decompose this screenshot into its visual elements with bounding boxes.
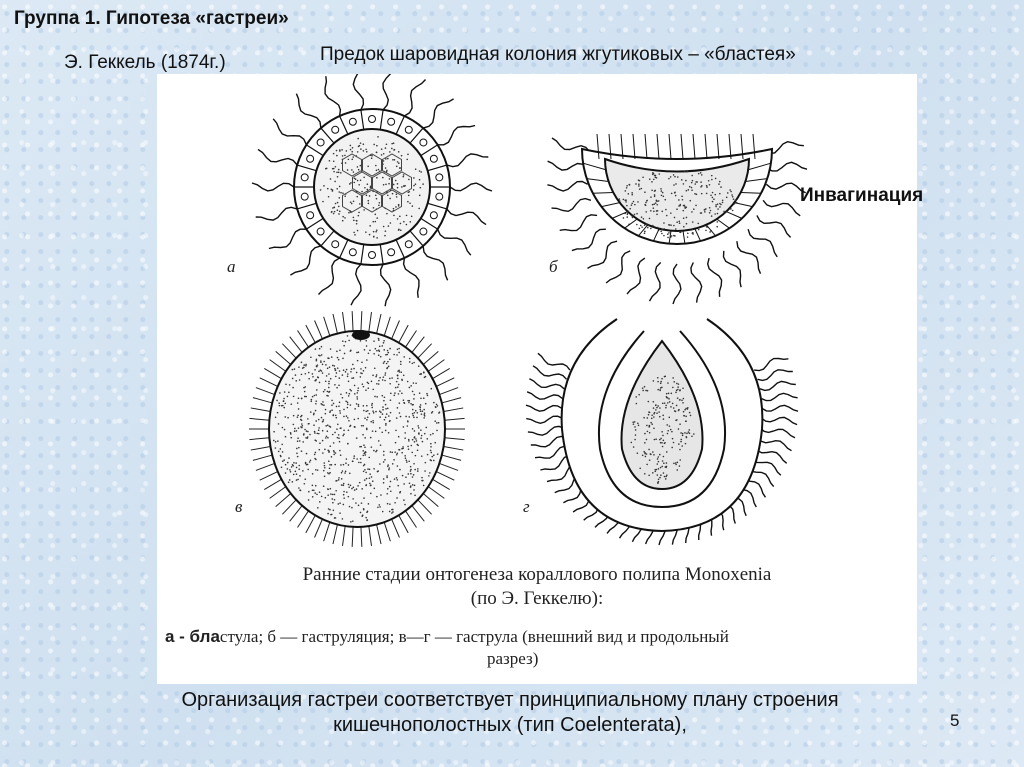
page-number: 5: [950, 711, 960, 730]
gastrula-section-drawing: [526, 319, 798, 545]
legend-line-2: разрез): [487, 649, 539, 668]
author-citation: Э. Геккель (1874г.): [64, 52, 226, 73]
gastrulation-drawing: [547, 134, 807, 304]
caption-line-1: Ранние стадии онтогенеза кораллового полипа Monoxenia: [302, 564, 772, 585]
ancestor-note: Предок шаровидная колония жгутиковых – «бластея»: [320, 44, 796, 65]
label-v: в: [235, 497, 243, 516]
blastula-drawing: [252, 74, 492, 306]
caption-line-2: (по Э. Геккелю):: [470, 588, 604, 609]
legend-a: а - бла: [165, 627, 220, 646]
legend-rest: стула; б — гаструляция; в—г — гаструла (внешний вид и продольный: [219, 627, 729, 646]
label-a: а: [227, 257, 236, 276]
gastrula-external-drawing: [249, 311, 465, 547]
footer-line-2: кишечнополостных (тип Coelenterata),: [333, 714, 687, 736]
figure-legend: [165, 626, 910, 670]
figure-caption: [157, 563, 917, 611]
label-g: г: [523, 497, 530, 516]
footer-line-1: Организация гастреи соответствует принципиальному плану строения: [181, 689, 839, 711]
invagination-label: Инвагинация: [800, 185, 924, 206]
footer-text: [60, 688, 960, 738]
label-b: б: [549, 257, 558, 276]
slide-title: Группа 1. Гипотеза «гастреи»: [14, 8, 289, 29]
